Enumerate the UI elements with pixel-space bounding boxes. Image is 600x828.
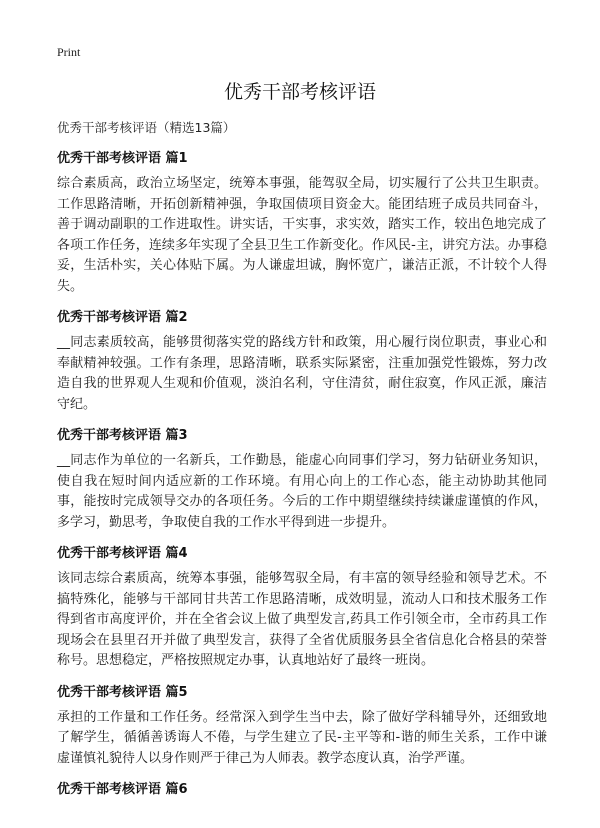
section-2	[57, 309, 547, 415]
section-heading: 优秀干部考核评语 篇3	[57, 428, 188, 443]
section-body: 承担的工作量和工作任务。经常深入到学生当中去，除了做好学科辅导外，还细致地了解学生，循循善诱诲人不倦，与学生建立了民-主平等和-谐的师生关系，工作中谦虚谨慎礼貌待人以身作则严于律己为人师表。教学态度认真，治学严谨。	[57, 709, 547, 766]
section-1	[57, 150, 547, 297]
print-link[interactable]: Print	[57, 45, 81, 59]
document-subtitle: 优秀干部考核评语（精选13篇）	[57, 120, 236, 135]
section-body: 综合素质高，政治立场坚定，统筹本事强，能驾驭全局，切实履行了公共卫生职责。工作思路清晰，开拓创新精神强，争取国债项目资金大。能团结班子成员共同奋斗，善于调动副职的工作进取性。讲实话，干实事，求实效，踏实工作，较出色地完成了各项工作任务，连续多年实现了全县卫生工作新变化。作风民-主，讲究方法。办事稳妥，生活朴实，关心体贴下属。为人谦虚坦诚，胸怀宽广，谦洁正派，不计较个人得失。	[57, 176, 547, 294]
section-5	[57, 684, 547, 770]
sections-container	[57, 150, 547, 805]
section-heading: 优秀干部考核评语 篇5	[57, 684, 188, 700]
section-body: __同志作为单位的一名新兵，工作勤恳，能虚心向同事们学习，努力钻研业务知识，使自我在短时间内适应新的工作环境。有用心向上的工作心态，能主动协助其他同事，能按时完成领导交办的各项任务。今后的工作中期望继续持续谦虚谨慎的作风，多学习，勤思考，争取使自我的工作水平得到进一步提升。	[57, 453, 547, 530]
section-4	[57, 545, 547, 672]
section-heading: 优秀干部考核评语 篇4	[57, 546, 188, 561]
section-heading: 优秀干部考核评语 篇6	[57, 782, 188, 797]
section-3	[57, 427, 547, 533]
section-6	[57, 781, 547, 799]
section-body: __同志素质较高，能够贯彻落实党的路线方针和政策，用心履行岗位职责，事业心和奉献精神较强。工作有条理，思路清晰，联系实际紧密，注重加强党性锻炼，努力改造自我的世界观人生观和价值观，淡泊名利，守住清贫，耐住寂寞，作风正派，廉洁守纪。	[57, 335, 547, 412]
section-heading: 优秀干部考核评语 篇2	[57, 310, 188, 325]
section-body: 该同志综合素质高，统筹本事强，能够驾驭全局，有丰富的领导经验和领导艺术。不搞特殊化，能够与干部同甘共苦工作思路清晰，成效明显，流动人口和技术服务工作得到省市高度评价，并在全省会议上做了典型发言,药具工作引领全市，全市药具工作现场会在县里召开并做了典型发言，获得了全省优质服务县全省信息化合格县的荣誉称号。思想稳定，严格按照规定办事，认真地站好了最终一班岗。	[57, 571, 547, 668]
section-heading: 优秀干部考核评语 篇1	[57, 151, 188, 166]
page-title: 优秀干部考核评语	[223, 81, 376, 103]
